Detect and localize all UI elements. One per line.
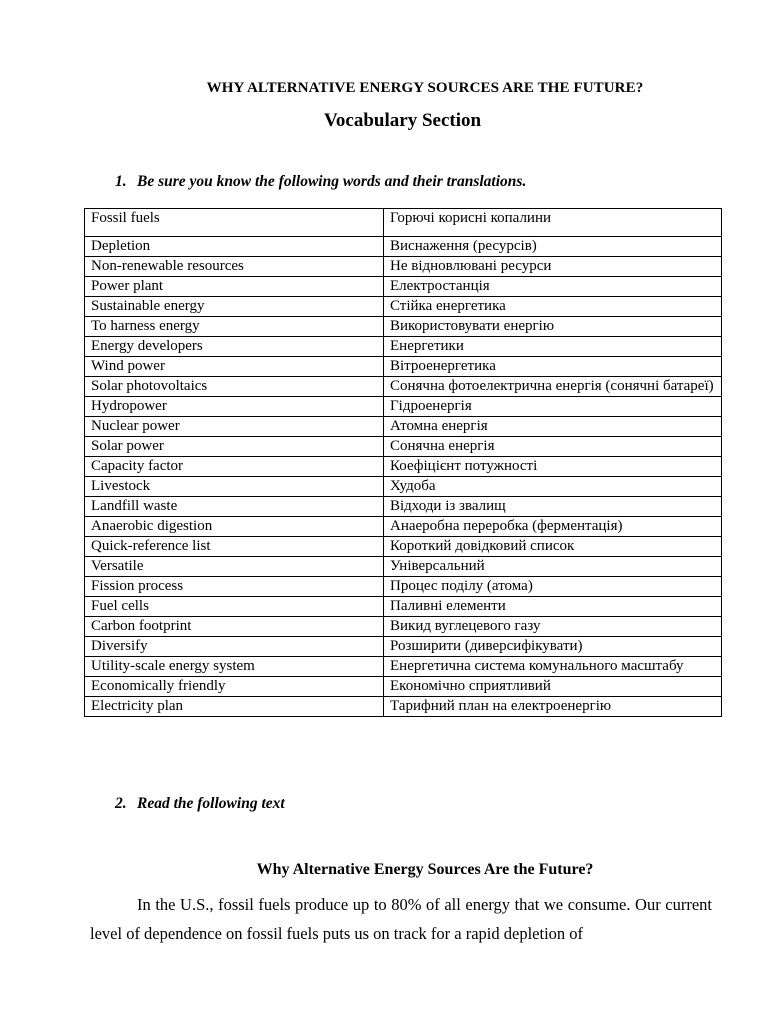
- vocabulary-table-body: [85, 209, 722, 717]
- task-1-instruction: [115, 173, 526, 191]
- task-2-number: 2.: [115, 795, 127, 812]
- translation-cell: Вітроенергетика: [384, 357, 722, 377]
- table-row: [85, 557, 722, 577]
- term-cell: Sustainable energy: [85, 297, 384, 317]
- task-1-number: 1.: [115, 173, 127, 190]
- body-paragraph: In the U.S., fossil fuels produce up to 80% of all energy that we consume. Our current level of dependence on fossil fuels puts us on track for a rapid depletion of: [90, 895, 712, 943]
- translation-cell: Енергетики: [384, 337, 722, 357]
- table-row: [85, 677, 722, 697]
- term-cell: Depletion: [85, 237, 384, 257]
- term-cell: Fission process: [85, 577, 384, 597]
- term-cell: Nuclear power: [85, 417, 384, 437]
- task-1-text: Be sure you know the following words and their translations.: [137, 173, 527, 190]
- table-row: [85, 209, 722, 237]
- task-2-instruction: [115, 795, 285, 813]
- translation-cell: Гідроенергія: [384, 397, 722, 417]
- term-cell: Energy developers: [85, 337, 384, 357]
- term-cell: Hydropower: [85, 397, 384, 417]
- term-cell: To harness energy: [85, 317, 384, 337]
- term-cell: Electricity plan: [85, 697, 384, 717]
- translation-cell: Короткий довідковий список: [384, 537, 722, 557]
- term-cell: Fuel cells: [85, 597, 384, 617]
- table-row: [85, 337, 722, 357]
- task-2-text: Read the following text: [137, 795, 285, 812]
- table-row: [85, 257, 722, 277]
- translation-cell: Сонячна енергія: [384, 437, 722, 457]
- translation-cell: Економічно сприятливий: [384, 677, 722, 697]
- translation-cell: Не відновлювані ресурси: [384, 257, 722, 277]
- table-row: [85, 457, 722, 477]
- term-cell: Diversify: [85, 637, 384, 657]
- translation-cell: Розширити (диверсифікувати): [384, 637, 722, 657]
- translation-cell: Енергетична система комунального масштабу: [384, 657, 722, 677]
- table-row: [85, 497, 722, 517]
- table-row: [85, 517, 722, 537]
- translation-cell: Коефіцієнт потужності: [384, 457, 722, 477]
- translation-cell: Атомна енергія: [384, 417, 722, 437]
- term-cell: Carbon footprint: [85, 617, 384, 637]
- translation-cell: Електростанція: [384, 277, 722, 297]
- translation-cell: Універсальний: [384, 557, 722, 577]
- table-row: [85, 297, 722, 317]
- table-row: [85, 657, 722, 677]
- term-cell: Capacity factor: [85, 457, 384, 477]
- table-row: [85, 577, 722, 597]
- table-row: [85, 617, 722, 637]
- term-cell: Utility-scale energy system: [85, 657, 384, 677]
- table-row: [85, 237, 722, 257]
- translation-cell: Тарифний план на електроенергію: [384, 697, 722, 717]
- translation-cell: Відходи із звалищ: [384, 497, 722, 517]
- term-cell: Landfill waste: [85, 497, 384, 517]
- term-cell: Versatile: [85, 557, 384, 577]
- term-cell: Wind power: [85, 357, 384, 377]
- page-title: WHY ALTERNATIVE ENERGY SOURCES ARE THE FUTURE?: [206, 80, 644, 96]
- term-cell: Solar photovoltaics: [85, 377, 384, 397]
- table-row: [85, 537, 722, 557]
- table-row: [85, 357, 722, 377]
- text-title: Why Alternative Energy Sources Are the Future?: [256, 861, 594, 878]
- table-row: [85, 597, 722, 617]
- translation-cell: Паливні елементи: [384, 597, 722, 617]
- table-row: [85, 277, 722, 297]
- translation-cell: Процес поділу (атома): [384, 577, 722, 597]
- translation-cell: Сонячна фотоелектрична енергія (сонячні батареї): [384, 377, 722, 397]
- term-cell: Solar power: [85, 437, 384, 457]
- vocabulary-table: [84, 208, 722, 717]
- translation-cell: Використовувати енергію: [384, 317, 722, 337]
- table-row: [85, 437, 722, 457]
- term-cell: Power plant: [85, 277, 384, 297]
- table-row: [85, 417, 722, 437]
- table-row: [85, 477, 722, 497]
- translation-cell: Анаеробна переробка (ферментація): [384, 517, 722, 537]
- translation-cell: Горючі корисні копалини: [384, 209, 722, 237]
- table-row: [85, 697, 722, 717]
- page-subtitle: Vocabulary Section: [323, 110, 482, 131]
- table-row: [85, 397, 722, 417]
- translation-cell: Викид вуглецевого газу: [384, 617, 722, 637]
- table-row: [85, 637, 722, 657]
- term-cell: Non-renewable resources: [85, 257, 384, 277]
- translation-cell: Стійка енергетика: [384, 297, 722, 317]
- table-row: [85, 317, 722, 337]
- table-row: [85, 377, 722, 397]
- term-cell: Economically friendly: [85, 677, 384, 697]
- term-cell: Quick-reference list: [85, 537, 384, 557]
- term-cell: Livestock: [85, 477, 384, 497]
- translation-cell: Худоба: [384, 477, 722, 497]
- translation-cell: Виснаження (ресурсів): [384, 237, 722, 257]
- term-cell: Anaerobic digestion: [85, 517, 384, 537]
- term-cell: Fossil fuels: [85, 209, 384, 237]
